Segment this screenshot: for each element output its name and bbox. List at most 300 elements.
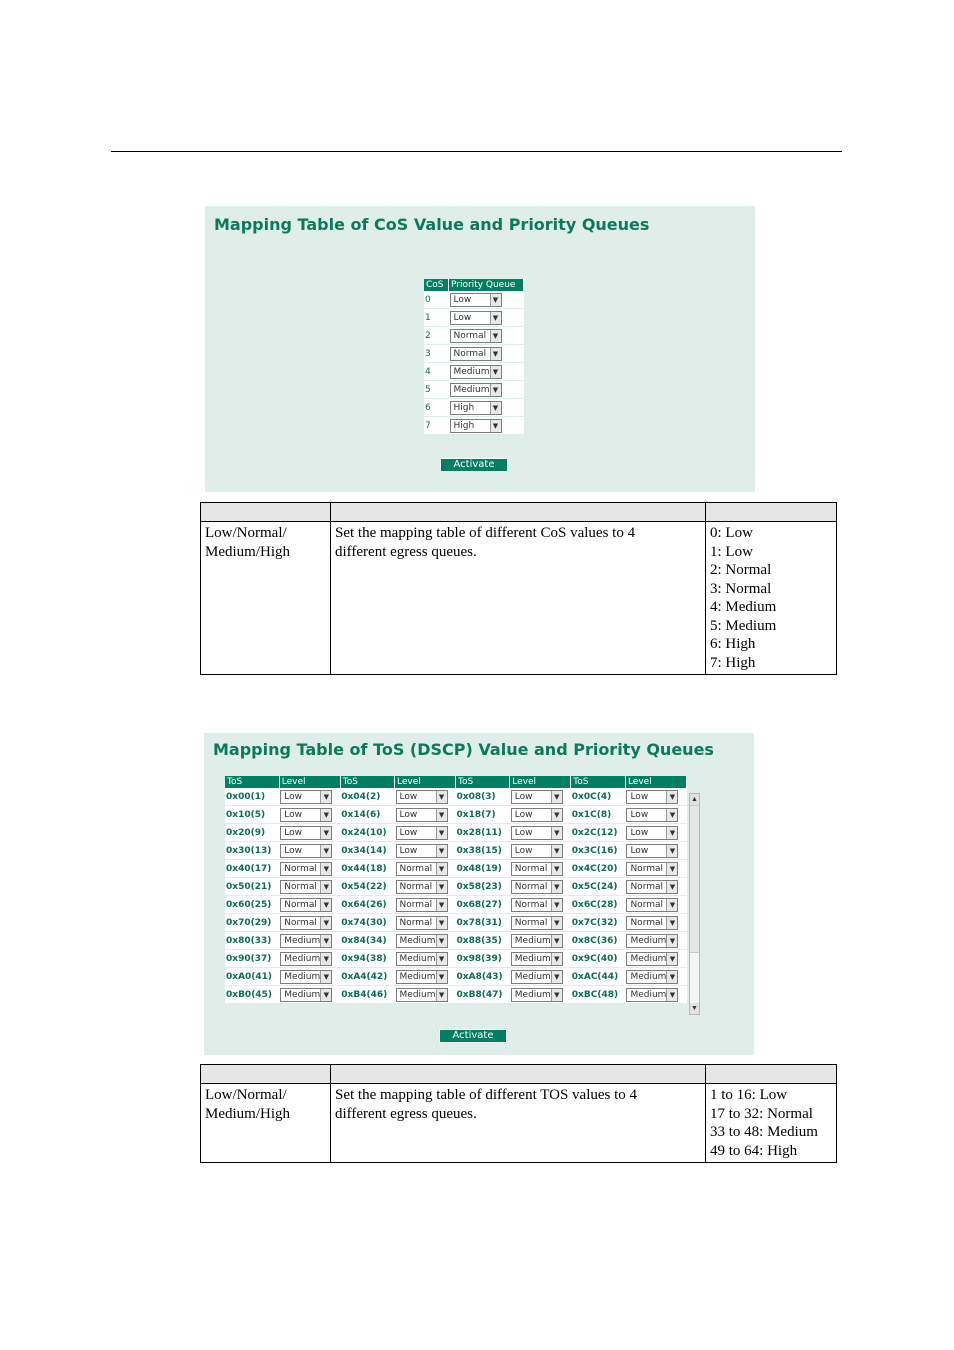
level-select[interactable] xyxy=(280,808,332,822)
chevron-down-icon[interactable]: ▼ xyxy=(436,917,447,929)
tos-value: 0x74(30) xyxy=(340,914,394,932)
priority-queue-select[interactable] xyxy=(450,365,502,379)
level-cell xyxy=(625,968,686,986)
level-select[interactable] xyxy=(626,970,678,984)
selected-value: Normal xyxy=(284,881,317,892)
chevron-down-icon[interactable]: ▼ xyxy=(666,917,677,929)
selected-value: Medium xyxy=(514,935,551,946)
level-select[interactable] xyxy=(511,826,563,840)
tos-value: 0x6C(28) xyxy=(571,896,626,914)
tos-value: 0x24(10) xyxy=(340,824,394,842)
tos-activate-button[interactable]: Activate xyxy=(439,1029,507,1043)
selected-value: Medium xyxy=(514,953,551,964)
tos-setting-description: Set the mapping table of different TOS values to 4 different egress queues. xyxy=(331,1084,706,1163)
selected-value: Low xyxy=(284,845,302,856)
selected-value: Normal xyxy=(630,881,664,892)
chevron-down-icon[interactable]: ▼ xyxy=(436,953,447,965)
level-cell xyxy=(279,986,340,1004)
chevron-down-icon[interactable]: ▼ xyxy=(490,402,501,414)
level-cell xyxy=(625,788,686,806)
cos-value: 2 xyxy=(424,327,449,345)
selected-value: Low xyxy=(514,809,533,820)
level-select[interactable] xyxy=(396,934,448,948)
tos-value: 0xA0(41) xyxy=(225,968,279,986)
level-cell xyxy=(510,878,571,896)
chevron-down-icon[interactable]: ▼ xyxy=(551,791,562,803)
chevron-down-icon[interactable]: ▼ xyxy=(490,366,501,378)
priority-queue-cell xyxy=(449,309,524,327)
col-header-tos: ToS xyxy=(340,776,394,788)
col-header-tos: ToS xyxy=(225,776,279,788)
level-cell xyxy=(625,914,686,932)
selected-value: Medium xyxy=(453,384,490,395)
table-row xyxy=(225,788,687,806)
selected-value: Normal xyxy=(514,899,548,910)
chevron-down-icon[interactable]: ▼ xyxy=(666,809,677,821)
level-select[interactable] xyxy=(396,898,448,912)
level-cell xyxy=(510,986,571,1004)
level-cell xyxy=(510,914,571,932)
selected-value: Low xyxy=(284,827,302,838)
cos-setting-description: Set the mapping table of different CoS values to 4 different egress queues. xyxy=(331,522,706,675)
chevron-down-icon[interactable]: ▼ xyxy=(436,989,447,1001)
level-cell xyxy=(279,806,340,824)
level-select[interactable] xyxy=(280,898,332,912)
priority-queue-cell xyxy=(449,381,524,399)
level-select[interactable] xyxy=(396,844,448,858)
cos-value: 4 xyxy=(424,363,449,381)
chevron-down-icon[interactable]: ▼ xyxy=(666,881,677,893)
selected-value: Normal xyxy=(399,917,433,928)
level-select[interactable] xyxy=(511,844,563,858)
level-select[interactable] xyxy=(511,916,563,930)
table-row xyxy=(424,399,524,417)
scrollbar-thumb[interactable] xyxy=(690,805,699,953)
chevron-down-icon[interactable]: ▼ xyxy=(551,881,562,893)
level-cell xyxy=(395,824,456,842)
selected-value: Medium xyxy=(514,971,551,982)
level-cell xyxy=(510,950,571,968)
chevron-down-icon[interactable]: ▼ xyxy=(490,420,501,432)
level-select[interactable] xyxy=(511,970,563,984)
chevron-down-icon[interactable]: ▼ xyxy=(490,348,501,360)
selected-value: Normal xyxy=(284,863,317,874)
tos-value: 0x2C(12) xyxy=(571,824,626,842)
cos-activate-button[interactable]: Activate xyxy=(440,458,508,472)
arrow-up-icon[interactable]: ▲ xyxy=(691,795,698,803)
level-select[interactable] xyxy=(396,808,448,822)
level-cell xyxy=(279,932,340,950)
level-cell xyxy=(625,896,686,914)
tos-value: 0xBC(48) xyxy=(571,986,626,1004)
chevron-down-icon[interactable]: ▼ xyxy=(436,845,447,857)
chevron-down-icon[interactable]: ▼ xyxy=(320,935,331,947)
selected-value: Medium xyxy=(284,989,321,1000)
level-select[interactable] xyxy=(396,970,448,984)
chevron-down-icon[interactable]: ▼ xyxy=(320,971,331,983)
tos-value: 0xB4(46) xyxy=(340,986,394,1004)
selected-value: Low xyxy=(514,827,533,838)
selected-value: Medium xyxy=(630,953,667,964)
level-cell xyxy=(510,932,571,950)
selected-value: Medium xyxy=(399,953,436,964)
level-cell xyxy=(625,986,686,1004)
arrow-down-icon[interactable]: ▼ xyxy=(691,1004,698,1012)
chevron-down-icon[interactable]: ▼ xyxy=(436,881,447,893)
tos-value: 0xAC(44) xyxy=(571,968,626,986)
level-select[interactable] xyxy=(626,916,678,930)
tos-mapping-table xyxy=(225,776,687,1004)
cos-setting-table xyxy=(200,502,837,675)
selected-value: Medium xyxy=(630,971,667,982)
selected-value: Medium xyxy=(284,935,321,946)
chevron-down-icon[interactable]: ▼ xyxy=(551,845,562,857)
chevron-down-icon[interactable]: ▼ xyxy=(666,935,677,947)
tos-value: 0x4C(20) xyxy=(571,860,626,878)
level-cell xyxy=(395,914,456,932)
tos-value: 0x28(11) xyxy=(456,824,510,842)
selected-value: Low xyxy=(453,312,472,323)
tos-value: 0x18(7) xyxy=(456,806,510,824)
tos-value: 0x3C(16) xyxy=(571,842,626,860)
cos-value: 1 xyxy=(424,309,449,327)
priority-queue-select[interactable] xyxy=(450,329,502,343)
level-cell xyxy=(395,842,456,860)
chevron-down-icon[interactable]: ▼ xyxy=(320,881,331,893)
level-cell xyxy=(395,896,456,914)
chevron-down-icon[interactable]: ▼ xyxy=(436,971,447,983)
chevron-down-icon[interactable]: ▼ xyxy=(436,863,447,875)
chevron-down-icon[interactable]: ▼ xyxy=(551,809,562,821)
level-cell xyxy=(625,950,686,968)
selected-value: High xyxy=(453,420,475,431)
selected-value: Medium xyxy=(630,935,667,946)
level-select[interactable] xyxy=(511,808,563,822)
tos-value: 0x60(25) xyxy=(225,896,279,914)
selected-value: Medium xyxy=(399,935,436,946)
chevron-down-icon[interactable]: ▼ xyxy=(490,312,501,324)
cos-setting-default: 0: Low 1: Low 2: Normal 3: Normal 4: Medium 5: Medium 6: High 7: High xyxy=(706,522,837,675)
level-cell xyxy=(510,842,571,860)
selected-value: Low xyxy=(399,809,418,820)
level-cell xyxy=(625,806,686,824)
level-cell xyxy=(510,896,571,914)
cos-panel-title: Mapping Table of CoS Value and Priority Queues xyxy=(214,215,650,234)
tos-table-scrollbar[interactable] xyxy=(689,793,700,1015)
chevron-down-icon[interactable]: ▼ xyxy=(551,953,562,965)
tos-value: 0x68(27) xyxy=(456,896,510,914)
cos-value: 6 xyxy=(424,399,449,417)
selected-value: Low xyxy=(514,791,533,802)
level-select[interactable] xyxy=(280,862,332,876)
selected-value: Low xyxy=(514,845,533,856)
selected-value: Low xyxy=(399,791,418,802)
level-cell xyxy=(625,932,686,950)
chevron-down-icon[interactable]: ▼ xyxy=(551,917,562,929)
level-cell xyxy=(510,806,571,824)
tos-panel-title: Mapping Table of ToS (DSCP) Value and Priority Queues xyxy=(213,740,714,759)
level-cell xyxy=(279,878,340,896)
level-select[interactable] xyxy=(626,808,678,822)
chevron-down-icon[interactable]: ▼ xyxy=(320,953,331,965)
cos-value: 5 xyxy=(424,381,449,399)
level-cell xyxy=(395,950,456,968)
level-cell xyxy=(510,860,571,878)
cos-setting-value: Low/Normal/ Medium/High xyxy=(201,522,331,675)
tos-value: 0x84(34) xyxy=(340,932,394,950)
chevron-down-icon[interactable]: ▼ xyxy=(666,845,677,857)
tos-value: 0x58(23) xyxy=(456,878,510,896)
priority-queue-cell xyxy=(449,399,524,417)
selected-value: Low xyxy=(453,294,472,305)
chevron-down-icon[interactable]: ▼ xyxy=(320,917,331,929)
level-select[interactable] xyxy=(280,934,332,948)
chevron-down-icon[interactable]: ▼ xyxy=(436,935,447,947)
level-select[interactable] xyxy=(280,916,332,930)
table-row xyxy=(424,345,524,363)
level-select[interactable] xyxy=(511,934,563,948)
level-select[interactable] xyxy=(396,790,448,804)
cos-mapping-table xyxy=(424,279,524,435)
level-cell xyxy=(510,788,571,806)
table-row xyxy=(225,878,687,896)
level-cell xyxy=(395,788,456,806)
selected-value: Normal xyxy=(630,917,664,928)
tos-setting-value: Low/Normal/ Medium/High xyxy=(201,1084,331,1163)
level-select[interactable] xyxy=(626,790,678,804)
tos-value: 0x7C(32) xyxy=(571,914,626,932)
table-row xyxy=(225,950,687,968)
tos-value: 0x10(5) xyxy=(225,806,279,824)
chevron-down-icon[interactable]: ▼ xyxy=(666,827,677,839)
level-select[interactable] xyxy=(396,952,448,966)
level-select[interactable] xyxy=(511,862,563,876)
tos-value: 0xB8(47) xyxy=(456,986,510,1004)
chevron-down-icon[interactable]: ▼ xyxy=(666,863,677,875)
chevron-down-icon[interactable]: ▼ xyxy=(551,899,562,911)
selected-value: Normal xyxy=(399,863,433,874)
level-select[interactable] xyxy=(396,862,448,876)
level-select[interactable] xyxy=(626,826,678,840)
chevron-down-icon[interactable]: ▼ xyxy=(490,330,501,342)
selected-value: Low xyxy=(630,845,649,856)
level-select[interactable] xyxy=(280,970,332,984)
tos-value: 0x00(1) xyxy=(225,788,279,806)
selected-value: Normal xyxy=(514,917,548,928)
chevron-down-icon[interactable]: ▼ xyxy=(551,863,562,875)
table-row xyxy=(225,914,687,932)
chevron-down-icon[interactable]: ▼ xyxy=(551,827,562,839)
chevron-down-icon[interactable]: ▼ xyxy=(666,899,677,911)
chevron-down-icon[interactable]: ▼ xyxy=(666,791,677,803)
level-select[interactable] xyxy=(396,916,448,930)
cos-value: 0 xyxy=(424,291,449,309)
selected-value: Low xyxy=(630,827,649,838)
tos-value: 0xA8(43) xyxy=(456,968,510,986)
level-select[interactable] xyxy=(626,862,678,876)
tos-value: 0x38(15) xyxy=(456,842,510,860)
selected-value: High xyxy=(453,402,475,413)
level-select[interactable] xyxy=(511,880,563,894)
selected-value: Normal xyxy=(630,863,664,874)
chevron-down-icon[interactable]: ▼ xyxy=(436,809,447,821)
level-select[interactable] xyxy=(626,844,678,858)
tos-value: 0x9C(40) xyxy=(571,950,626,968)
level-select[interactable] xyxy=(511,790,563,804)
level-cell xyxy=(625,878,686,896)
table-row xyxy=(225,932,687,950)
chevron-down-icon[interactable]: ▼ xyxy=(320,899,331,911)
col-header-level: Level xyxy=(395,776,456,788)
chevron-down-icon[interactable]: ▼ xyxy=(320,809,331,821)
header-rule xyxy=(111,151,842,152)
tos-value: 0x04(2) xyxy=(340,788,394,806)
col-header-level: Level xyxy=(625,776,686,788)
chevron-down-icon[interactable]: ▼ xyxy=(666,953,677,965)
level-cell xyxy=(279,968,340,986)
priority-queue-cell xyxy=(449,345,524,363)
tos-value: 0x14(6) xyxy=(340,806,394,824)
chevron-down-icon[interactable]: ▼ xyxy=(320,845,331,857)
selected-value: Medium xyxy=(399,989,436,1000)
col-header-priority-queue: Priority Queue xyxy=(449,279,524,291)
cos-mapping-panel xyxy=(205,206,755,492)
chevron-down-icon[interactable]: ▼ xyxy=(551,989,562,1001)
level-select[interactable] xyxy=(511,898,563,912)
level-select[interactable] xyxy=(511,988,563,1002)
level-select[interactable] xyxy=(280,844,332,858)
selected-value: Normal xyxy=(453,348,487,359)
tos-value: 0x40(17) xyxy=(225,860,279,878)
table-row xyxy=(225,968,687,986)
level-cell xyxy=(625,860,686,878)
tos-setting-table xyxy=(200,1064,837,1163)
selected-value: Normal xyxy=(284,917,317,928)
level-cell xyxy=(279,950,340,968)
chevron-down-icon[interactable]: ▼ xyxy=(436,899,447,911)
selected-value: Low xyxy=(284,809,302,820)
level-select[interactable] xyxy=(280,880,332,894)
selected-value: Normal xyxy=(630,899,664,910)
priority-queue-select[interactable] xyxy=(450,419,502,433)
level-cell xyxy=(395,806,456,824)
level-select[interactable] xyxy=(280,826,332,840)
level-select[interactable] xyxy=(626,952,678,966)
level-select[interactable] xyxy=(511,952,563,966)
tos-value: 0x44(18) xyxy=(340,860,394,878)
tos-value: 0x1C(8) xyxy=(571,806,626,824)
selected-value: Low xyxy=(630,791,649,802)
priority-queue-select[interactable] xyxy=(450,293,502,307)
tos-value: 0x78(31) xyxy=(456,914,510,932)
level-cell xyxy=(395,968,456,986)
level-select[interactable] xyxy=(396,826,448,840)
level-select[interactable] xyxy=(396,880,448,894)
level-cell xyxy=(279,860,340,878)
priority-queue-select[interactable] xyxy=(450,347,502,361)
tos-mapping-panel xyxy=(204,733,754,1055)
level-cell xyxy=(279,788,340,806)
chevron-down-icon[interactable]: ▼ xyxy=(320,863,331,875)
chevron-down-icon[interactable]: ▼ xyxy=(320,989,331,1001)
selected-value: Normal xyxy=(514,881,548,892)
tos-value: 0x8C(36) xyxy=(571,932,626,950)
chevron-down-icon[interactable]: ▼ xyxy=(551,971,562,983)
level-select[interactable] xyxy=(626,934,678,948)
selected-value: Normal xyxy=(514,863,548,874)
selected-value: Normal xyxy=(453,330,487,341)
table-row xyxy=(225,806,687,824)
table-row xyxy=(225,860,687,878)
chevron-down-icon[interactable]: ▼ xyxy=(666,971,677,983)
tos-value: 0x88(35) xyxy=(456,932,510,950)
table-row xyxy=(225,842,687,860)
cos-value: 3 xyxy=(424,345,449,363)
level-cell xyxy=(279,914,340,932)
tos-value: 0x34(14) xyxy=(340,842,394,860)
level-select[interactable] xyxy=(280,790,332,804)
priority-queue-select[interactable] xyxy=(450,401,502,415)
level-select[interactable] xyxy=(396,988,448,1002)
tos-value: 0x5C(24) xyxy=(571,878,626,896)
level-select[interactable] xyxy=(626,898,678,912)
table-row xyxy=(225,824,687,842)
level-cell xyxy=(510,968,571,986)
priority-queue-select[interactable] xyxy=(450,311,502,325)
table-row xyxy=(424,327,524,345)
selected-value: Low xyxy=(630,809,649,820)
tos-value: 0xB0(45) xyxy=(225,986,279,1004)
chevron-down-icon[interactable]: ▼ xyxy=(320,791,331,803)
level-select[interactable] xyxy=(626,880,678,894)
selected-value: Medium xyxy=(453,366,490,377)
col-header-cos: CoS xyxy=(424,279,449,291)
level-select[interactable] xyxy=(626,988,678,1002)
chevron-down-icon[interactable]: ▼ xyxy=(490,294,501,306)
level-cell xyxy=(395,986,456,1004)
col-header-tos: ToS xyxy=(571,776,626,788)
tos-value: 0x94(38) xyxy=(340,950,394,968)
tos-value: 0x48(19) xyxy=(456,860,510,878)
chevron-down-icon[interactable]: ▼ xyxy=(320,827,331,839)
level-select[interactable] xyxy=(280,952,332,966)
chevron-down-icon[interactable]: ▼ xyxy=(436,827,447,839)
selected-value: Low xyxy=(284,791,302,802)
tos-value: 0x54(22) xyxy=(340,878,394,896)
priority-queue-select[interactable] xyxy=(450,383,502,397)
chevron-down-icon[interactable]: ▼ xyxy=(436,791,447,803)
chevron-down-icon[interactable]: ▼ xyxy=(490,384,501,396)
selected-value: Normal xyxy=(399,899,433,910)
priority-queue-cell xyxy=(449,327,524,345)
selected-value: Normal xyxy=(284,899,317,910)
chevron-down-icon[interactable]: ▼ xyxy=(666,989,677,1001)
selected-value: Medium xyxy=(284,953,321,964)
tos-value: 0x30(13) xyxy=(225,842,279,860)
table-row xyxy=(424,363,524,381)
tos-value: 0x64(26) xyxy=(340,896,394,914)
level-cell xyxy=(395,932,456,950)
selected-value: Medium xyxy=(399,971,436,982)
tos-value: 0x08(3) xyxy=(456,788,510,806)
priority-queue-cell xyxy=(449,417,524,435)
chevron-down-icon[interactable]: ▼ xyxy=(551,935,562,947)
table-row xyxy=(424,309,524,327)
selected-value: Low xyxy=(399,845,418,856)
level-select[interactable] xyxy=(280,988,332,1002)
tos-value: 0x98(39) xyxy=(456,950,510,968)
selected-value: Medium xyxy=(514,989,551,1000)
